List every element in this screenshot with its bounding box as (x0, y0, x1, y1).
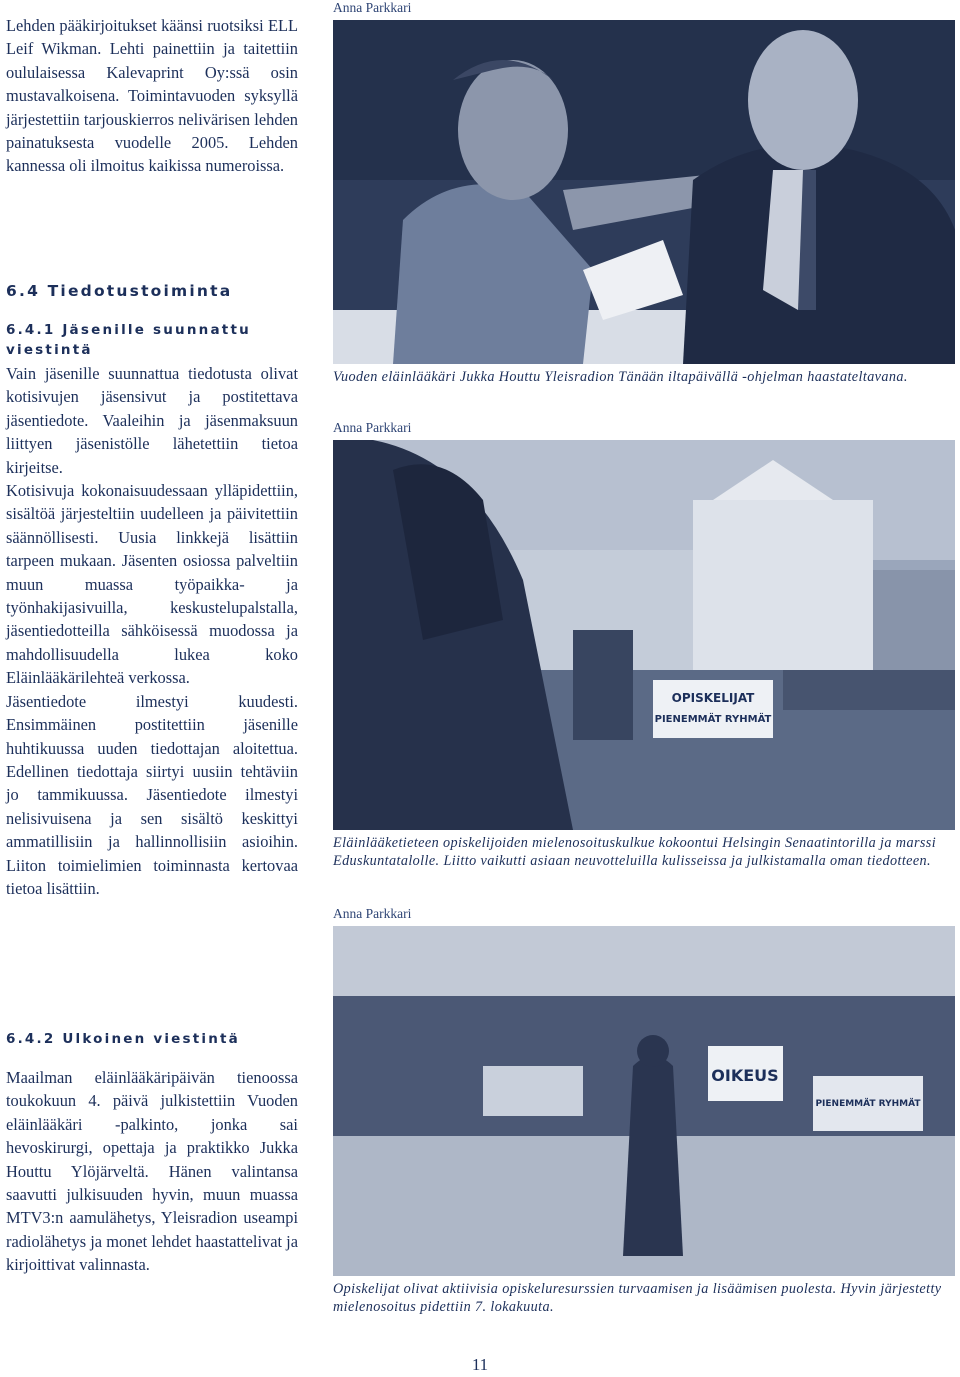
photo-credit: Anna Parkkari (333, 0, 412, 15)
demonstration-photo (333, 926, 955, 1276)
protest-sign-text: PIENEMMÄT RYHMÄT (654, 714, 772, 725)
photo-caption: Eläinlääketieteen opiskelijoiden mielenosoituskulkue kokoontui Helsingin Senaatintorilla ja marssi Eduskuntatalolle. Liitto vaikutti asiaan neuvotteluilla kulisseissa ja julkistamalla oman tiedotteen. (333, 835, 937, 869)
section-heading-6-4-2: 6.4.2 Ulkoinen viestintä (6, 1031, 240, 1047)
section-6-4-2-body: Maailman eläinlääkäripäivän tienoossa toukokuun 4. päivä julkistettiin Vuoden eläinlääkäri -palkinto, jonka sai hevoskirurgi, opettaja ja praktikko Jukka Houttu Ylöjärveltä. Hänen valintansa saavutti julkisuuden hyvin, muun muassa MTV3:n aamulähetys, Yleisradion useampi radiolähetys ja monet lehdet haastattelivat ja kirjoittivat valinnasta. (6, 1068, 298, 1275)
photo-credit: Anna Parkkari (333, 906, 412, 921)
paragraph: Kotisivuja kokonaisuudessaan ylläpidettiin, sisältöä järjesteltiin uudelleen ja päivitettiin säännöllisesti. Uusia linkkejä lisättiin tarpeen mukaan. Jäsenten osiossa palveltiin muun muassa työpaikka- ja työnhakijasivuilla, keskustelupalstalla, jäsentiedotteilla sähköisessä muodossa ja mahdollisuudella lukea koko Eläinlääkärilehteä verkossa. (6, 481, 298, 688)
section-heading-6-4-1: 6.4.1 Jäsenille suunnattu viestintä (6, 322, 251, 358)
march-photo (333, 440, 955, 830)
paragraph: Jäsentiedote ilmestyi kuudesti. Ensimmäinen postitettiin jäsenille huhtikuussa uuden tiedottajan aloitettua. Edellinen tiedottaja siirtyi uusiin tehtäviin jo tammikuussa. Jäsentiedote ilmestyi nelisivuisena ja sen sisältö keskittyi ammatillisiin ja hallinnollisiin asioihin. Liiton toimielimien toiminnasta kertovaa tietoa lisättiin. (6, 691, 298, 898)
section-heading-6-4: 6.4 Tiedotustoiminta (6, 282, 233, 300)
section-6-4-1-body (6, 362, 298, 900)
protest-sign-text: OIKEUS (711, 1066, 779, 1085)
photo-caption: Opiskelijat olivat aktiivisia opiskeluresurssien turvaamisen ja lisäämisen puolesta. Hyvin järjestetty mielenosoitus pidettiin 7. lokakuuta. (333, 1281, 942, 1315)
photo-credit: Anna Parkkari (333, 420, 412, 435)
intro-paragraph: Lehden pääkirjoitukset käänsi ruotsiksi ELL Leif Wikman. Lehti painettiin ja taitettiin oululaisessa Kalevaprint Oy:ssä osin mustavalkoisena. Toimintavuoden syksyllä järjestettiin tarjouskierros nelivärisen lehden painatuksesta vuodelle 2005. Lehden kannessa oli ilmoitus kaikissa numeroissa. (6, 16, 298, 176)
interview-photo (333, 20, 955, 364)
paragraph: Vain jäsenille suunnattua tiedotusta olivat kotisivujen jäsensivut ja postitettava jäsentiedote. Vaaleihin ja jäsenmaksuun liittyen jäsenistölle lähetettiin tietoa kirjeitse. (6, 364, 298, 477)
protest-sign-text: OPISKELIJAT (671, 691, 755, 705)
photo-caption: Vuoden eläinlääkäri Jukka Houttu Yleisradion Tänään iltapäivällä -ohjelman haastateltavana. (333, 369, 908, 385)
protest-sign-text: PIENEMMÄT RYHMÄT (815, 1099, 921, 1109)
page-number: 11 (471, 1355, 489, 1374)
